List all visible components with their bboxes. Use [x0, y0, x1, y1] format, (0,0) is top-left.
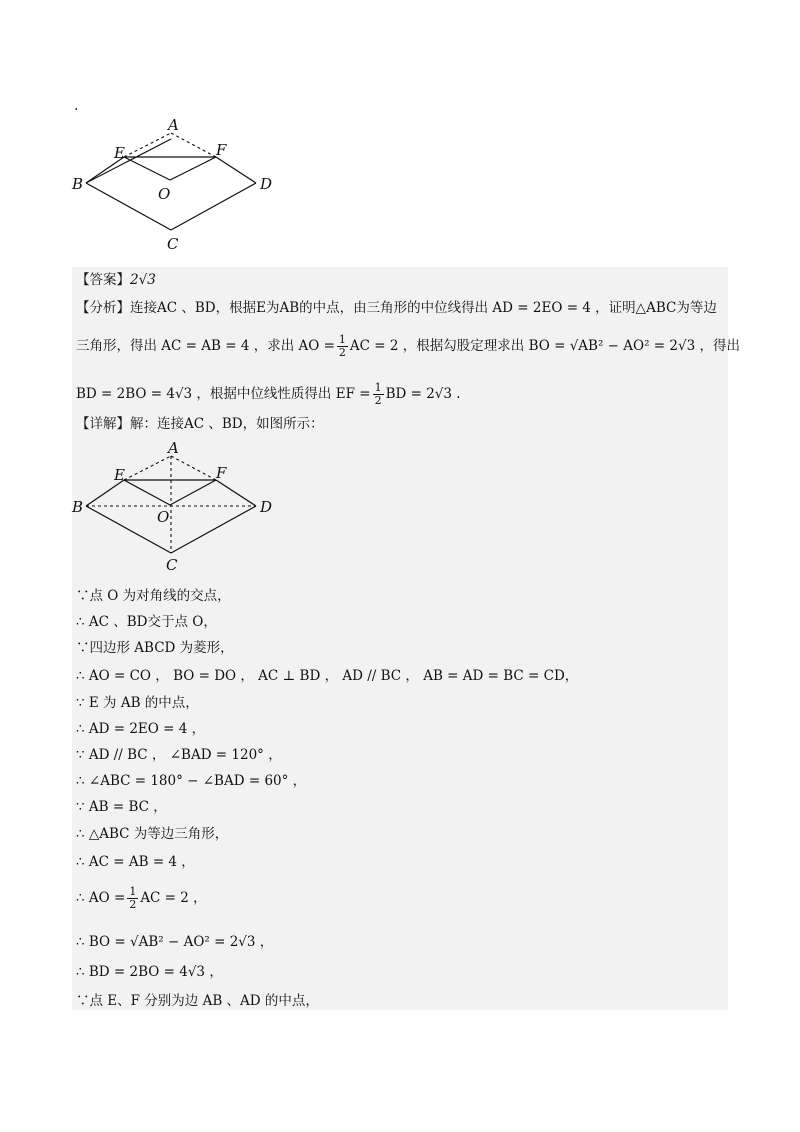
figure-rhombus-1: [70, 116, 290, 256]
label-C: C: [166, 556, 178, 574]
figure-rhombus-2: [70, 440, 290, 575]
analysis-text-1: 连接AC 、BD，根据E为AB的中点，由三角形的中位线得出 AD = 2EO = 4 ，证明△ABC为等边: [130, 300, 717, 316]
analysis-line-1: [76, 298, 717, 318]
analysis-line-2: [76, 334, 740, 359]
step-line: ∴ △ABC 为等边三角形，: [76, 826, 229, 842]
fraction-one-half: $\frac{1}{2}$: [338, 333, 346, 359]
label-E: E: [114, 466, 125, 484]
detail-tag: 【详解】: [76, 416, 130, 432]
segment-CD: [171, 506, 256, 553]
fraction-one-half-2: $\frac{1}{2}$: [374, 381, 382, 407]
segment-EO: [124, 480, 170, 505]
segment-AF-dashed: [171, 456, 216, 480]
analysis-text-2a: 三角形，得出 AC = AB = 4 ，求出 AO =: [76, 338, 335, 354]
step-line: ∴ BO = √AB² − AO² = 2√3 ，: [76, 934, 274, 950]
step-line: ∴ BD = 2BO = 4√3 ，: [76, 964, 223, 980]
label-B: B: [72, 498, 84, 516]
step-line: ∵点 O 为对角线的交点，: [76, 588, 231, 604]
step-line: ∴ AC = AB = 4 ，: [76, 854, 195, 870]
analysis-text-3a: BD = 2BO = 4√3 ，根据中位线性质得出 EF =: [76, 386, 371, 402]
label-D: D: [260, 175, 273, 193]
step-line: ∴ AC 、BD交于点 O，: [76, 614, 217, 630]
step-line: ∵ AB = BC ，: [76, 799, 167, 815]
step-line: ∴ AO = CO ， BO = DO ， AC ⊥ BD ， AD // BC ， AB = AD = BC = CD，: [76, 668, 579, 684]
segment-BA-left: [86, 139, 171, 183]
label-F: F: [216, 141, 227, 159]
label-A: A: [168, 440, 179, 457]
step-line: ∴ ∠ABC = 180° − ∠BAD = 60° ，: [76, 773, 307, 789]
step-line: ∵四边形 ABCD 为菱形，: [76, 640, 234, 656]
segment-EO: [124, 157, 170, 180]
label-O: O: [158, 185, 171, 203]
analysis-text-2b: AC = 2 ，根据勾股定理求出 BO = √AB² − AO² = 2√3 ，得出: [349, 338, 740, 354]
analysis-text-3b: BD = 2√3 .: [385, 386, 461, 402]
segment-CD: [171, 183, 256, 230]
answer-value: 2√3: [130, 272, 156, 288]
label-E: E: [114, 144, 125, 162]
detail-intro: 解：连接AC 、BD，如图所示：: [130, 416, 324, 432]
segment-FD: [216, 157, 256, 183]
segment-OF: [170, 157, 216, 180]
step-line: ∵ AD // BC ， ∠BAD = 120° ，: [76, 747, 282, 763]
label-F: F: [216, 464, 227, 482]
fraction-one-half-3: $\frac{1}{2}$: [129, 885, 137, 911]
answer-line: [76, 270, 156, 290]
step-line: ∴ AD = 2EO = 4 ，: [76, 721, 206, 737]
detail-intro-line: [76, 414, 324, 434]
segment-AF-dashed: [171, 133, 216, 157]
label-C: C: [167, 235, 179, 253]
segment-FD: [216, 480, 256, 506]
label-B: B: [72, 175, 84, 193]
leading-dot: .: [74, 98, 79, 114]
step-line: ∵点 E、F 分别为边 AB 、AD 的中点，: [76, 993, 319, 1009]
segment-EA-dashed: [124, 133, 171, 157]
label-D: D: [260, 498, 273, 516]
analysis-line-3: [76, 382, 461, 407]
label-A: A: [168, 116, 179, 134]
segment-EA-dashed: [124, 456, 171, 480]
answer-tag: 【答案】: [76, 272, 130, 288]
segment-OF: [170, 480, 216, 505]
label-O: O: [157, 508, 170, 526]
analysis-tag: 【分析】: [76, 300, 130, 316]
step-line: ∵ E 为 AB 的中点，: [76, 695, 199, 711]
step-line-fraction: ∴ AO = $\frac{1}{2}$ AC = 2 ，: [76, 885, 207, 911]
